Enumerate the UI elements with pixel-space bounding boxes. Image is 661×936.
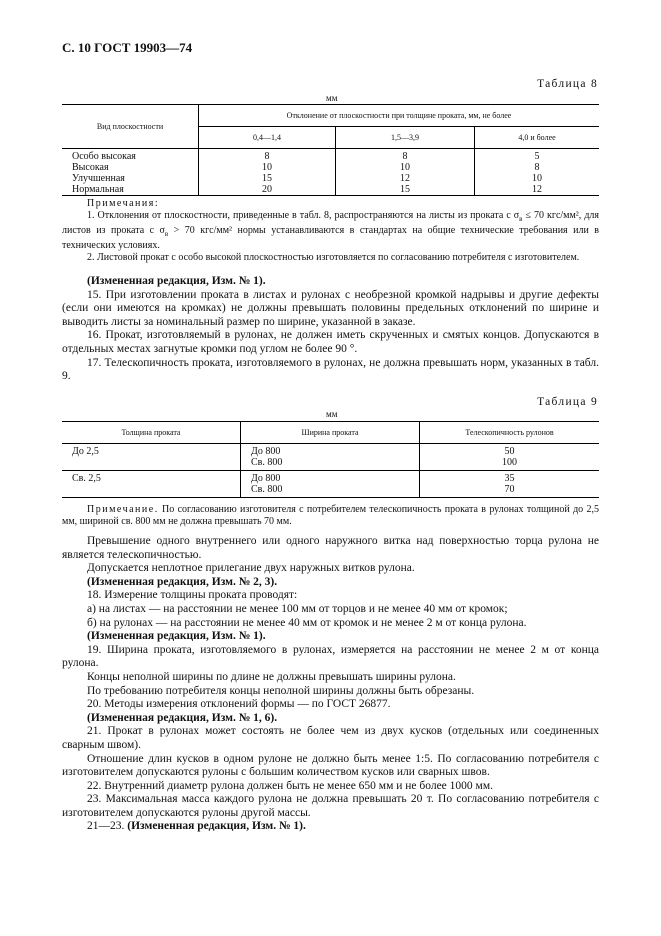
paragraph: Концы неполной ширины по длине не должны превышать ширины рулона. [87, 670, 456, 683]
cell: До 800 Св. 800 [241, 471, 420, 498]
cell: 35 70 [420, 471, 600, 498]
cell: До 2,5 [62, 444, 241, 471]
edit-note-21-23: 21—23. (Измененная редакция, Изм. № 1). [87, 820, 306, 833]
note-text: По согласованию изготовителя с потребителем телескопичность проката в рулонах толщиной до 2,5 мм, шириной св. 800 мм не должна превышать 70 мм. [62, 504, 599, 527]
table9-note [62, 504, 599, 528]
notes-title: Примечания: [87, 198, 160, 209]
table8-group-header: Отклонение от плоскостности при толщине проката, мм, не более [199, 105, 600, 127]
clauses-18-23 [62, 535, 599, 834]
paragraph: Превышение одного внутреннего или одного наружного витка над поверхностью торца рулона не является телескопичностью. [62, 535, 599, 561]
table-row [62, 471, 599, 498]
cell: 15 [336, 184, 475, 196]
row-label: Высокая [62, 162, 199, 173]
table-row [62, 444, 599, 471]
clause-20: 20. Методы измерения отклонений формы — по ГОСТ 26877. [87, 698, 391, 711]
paragraph: Отношение длин кусков в одном рулоне не должно быть менее 1:5. По согласованию потребителя с изготовителем допускаются рулоны с большим количеством кусков или сварных швов. [62, 752, 599, 779]
note-1: 1. Отклонения от плоскостности, приведенные в табл. 8, распространяются на листы из проката с $\sigma_в \le 70$ кгс/мм², для листов из проката с $\sigma_в > 70$ кгс/мм² нормы устанавливаются в стандартах на общие технические требования или в технических условиях. [62, 210, 599, 251]
page-header: С. 10 ГОСТ 19903—74 [62, 40, 193, 55]
table8-notes [62, 198, 599, 264]
clause-18b: б) на рулонах — на расстоянии не менее 40 мм от кромок и не менее 2 м от конца рулона. [87, 616, 527, 629]
table9-unit: мм [326, 409, 338, 419]
table8-col-kind: Вид плоскостности [62, 105, 199, 149]
table9-col-width: Ширина проката [241, 422, 420, 444]
table9 [62, 421, 599, 498]
cell: 5 [534, 151, 540, 162]
cell: 12 [475, 184, 600, 196]
edit-note: (Измененная редакция, Изм. № 2, 3). [87, 575, 278, 588]
note-title: Примечание. [87, 504, 159, 515]
cell: 10 [336, 162, 475, 173]
cell: До 800 Св. 800 [241, 444, 420, 471]
clauses-15-17 [62, 275, 599, 384]
table8-caption: Таблица 8 [537, 78, 598, 90]
table-row [62, 173, 599, 184]
row-label: Нормальная [62, 184, 199, 196]
edit-note: (Измененная редакция, Изм. № 1). [87, 275, 266, 287]
table9-col-thickness: Толщина проката [62, 422, 241, 444]
cell: 8 [199, 149, 336, 163]
edit-note: (Измененная редакция, Изм. № 1). [87, 630, 266, 643]
clause-18: 18. Измерение толщины проката проводят: [87, 589, 298, 602]
table8 [62, 104, 599, 196]
table8-col-1: 0,4—1,4 [199, 127, 336, 149]
clause-17: 17. Телескопичность проката, изготовляемого в рулонах, не должна превышать норм, указанных в табл. 9. [62, 356, 599, 383]
clause-18a: а) на листах — на расстоянии не менее 100 мм от торцов и не менее 40 мм от кромок; [87, 602, 508, 615]
cell: 10 [532, 173, 542, 184]
row-label: Особо высокая [62, 149, 199, 163]
table9-caption: Таблица 9 [537, 396, 598, 408]
cell: 15 [199, 173, 336, 184]
row-label: Улучшенная [62, 173, 199, 184]
cell: Св. 2,5 [62, 471, 241, 498]
clause-23: 23. Максимальная масса каждого рулона не должна превышать 20 т. По согласованию потребителя с изготовителем допускаются рулоны другой массы. [62, 793, 599, 819]
clause-19: 19. Ширина проката, изготовляемого в рулонах, измеряется на расстоянии не менее 2 м от конца рулона. [62, 643, 599, 670]
clause-16: 16. Прокат, изготовляемый в рулонах, не должен иметь скрученных и смятых концов. Допускаются в отдельных местах загнутые кромки под углом не более 90 °. [62, 329, 599, 355]
clause-22: 22. Внутренний диаметр рулона должен быть не менее 650 мм и не более 1000 мм. [87, 779, 493, 792]
table-row [62, 184, 599, 196]
cell: 12 [336, 173, 475, 184]
clause-21: 21. Прокат в рулонах может состоять не более чем из двух кусков (отдельных или соединенных сварным швом). [62, 725, 599, 751]
cell: 8 [336, 149, 475, 163]
table9-col-telescopic: Телескопичность рулонов [420, 422, 600, 444]
paragraph: По требованию потребителя концы неполной ширины должны быть обрезаны. [87, 684, 475, 697]
clause-15: 15. При изготовлении проката в листах и рулонах с необрезной кромкой надрывы и другие дефекты (если они имеются на кромках) не должны превышать половины предельных отклонений по ширине и выводить листы за номинальный размер по ширине, указанной в заказе. [62, 288, 599, 328]
cell: 8 [534, 162, 540, 173]
cell: 50 100 [420, 444, 600, 471]
edit-note: (Измененная редакция, Изм. № 1, 6). [87, 711, 278, 724]
table8-col-3: 4,0 и более [475, 127, 600, 149]
cell: 10 [199, 162, 336, 173]
table8-unit: мм [326, 93, 338, 103]
table-row [62, 162, 599, 173]
table8-col-2: 1,5—3,9 [336, 127, 475, 149]
cell: 20 [199, 184, 336, 196]
paragraph: Допускается неплотное прилегание двух наружных витков рулона. [87, 562, 415, 575]
note-2: 2. Листовой прокат с особо высокой плоскостностью изготовляется по согласованию потребителя с изготовителем. [87, 252, 580, 263]
table-row [62, 149, 599, 163]
